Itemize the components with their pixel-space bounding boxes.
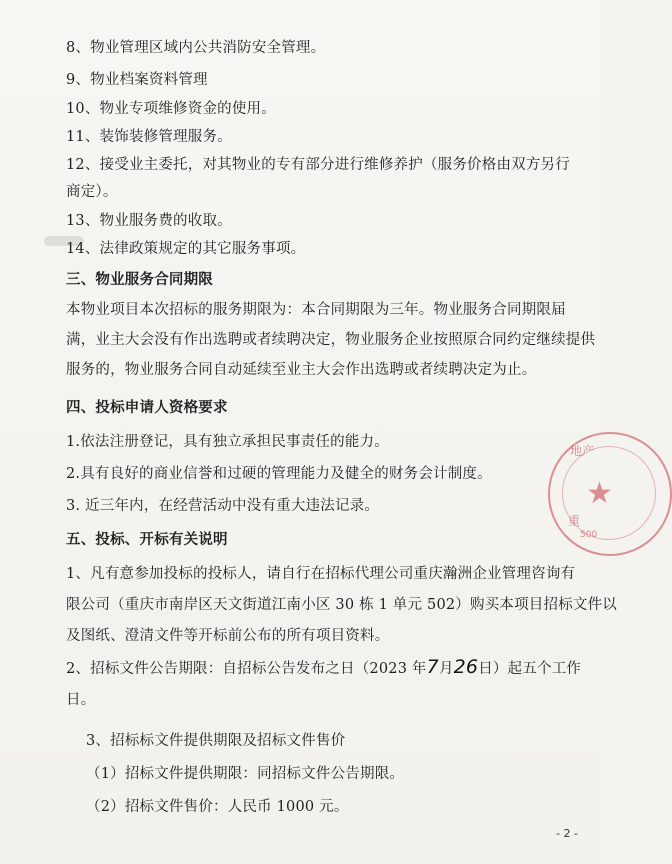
section-3-para-line-1: 本物业项目本次招标的服务期限为：本合同期限为三年。物业服务合同期限届 <box>66 302 566 318</box>
item-9: 9、物业档案资料管理 <box>66 72 208 88</box>
section-5-para-line-2: 限公司（重庆市南岸区天文街道江南小区 30 栋 1 单元 502）购买本项目招标文件以 <box>66 597 617 613</box>
section-3-heading: 三、物业服务合同期限 <box>66 272 213 288</box>
seal-text-top: 地产 <box>570 444 595 458</box>
seal-text-small: 500 <box>580 530 598 540</box>
section-3-para-line-2: 满，业主大会没有作出选聘或者续聘决定，物业服务企业按照原合同约定继续提供 <box>66 332 596 348</box>
item-12-continued: 商定）。 <box>66 184 118 200</box>
section-5-item-3: 3、招标标文件提供期限及招标文件售价 <box>86 733 346 749</box>
notice-period-suffix: 日）起五个工作 <box>478 661 582 677</box>
qualification-3: 3. 近三年内，在经营活动中没有重大违法记录。 <box>66 498 380 514</box>
provision-period: （1）招标文件提供期限：同招标文件公告期限。 <box>86 766 405 782</box>
notice-period-continued: 日。 <box>66 692 96 708</box>
section-5-heading: 五、投标、开标有关说明 <box>66 532 228 548</box>
item-13: 13、物业服务费的收取。 <box>66 213 232 229</box>
section-5-para-line-1: 1、凡有意参加投标的投标人，请自行在招标代理公司重庆瀚洲企业管理咨询有 <box>66 566 576 582</box>
handwritten-day: 26 <box>453 656 479 678</box>
notice-period-prefix: 2、招标文件公告期限：自招标公告发布之日（2023 年 <box>66 661 427 677</box>
handwritten-month: 7 <box>426 656 439 678</box>
qualification-1: 1.依法注册登记，具有独立承担民事责任的能力。 <box>66 434 389 450</box>
item-12: 12、接受业主委托，对其物业的专有部分进行维修养护（服务价格由双方另行 <box>66 157 570 173</box>
item-11: 11、装饰装修管理服务。 <box>66 129 232 145</box>
notice-period-line <box>66 657 581 679</box>
item-14: 14、法律政策规定的其它服务事项。 <box>66 241 306 257</box>
seal-star-icon: ★ <box>586 476 613 511</box>
notice-period-month-unit: 月 <box>438 661 454 677</box>
qualification-2: 2.具有良好的商业信誉和过硬的管理能力及健全的财务会计制度。 <box>66 466 492 482</box>
document-price: （2）招标文件售价：人民币 1000 元。 <box>86 799 349 815</box>
item-10: 10、物业专项维修资金的使用。 <box>66 101 276 117</box>
section-5-para-line-3: 及图纸、澄清文件等开标前公布的所有项目资料。 <box>66 628 390 644</box>
red-seal-stamp <box>548 432 672 556</box>
section-4-heading: 四、投标申请人资格要求 <box>66 400 228 416</box>
section-3-para-line-3: 服务的，物业服务合同自动延续至业主大会作出选聘或者续聘决定为止。 <box>66 362 537 378</box>
item-8: 8、物业管理区域内公共消防安全管理。 <box>66 40 326 56</box>
seal-text-side: 重 <box>568 514 581 528</box>
page-number: - 2 - <box>556 827 578 840</box>
